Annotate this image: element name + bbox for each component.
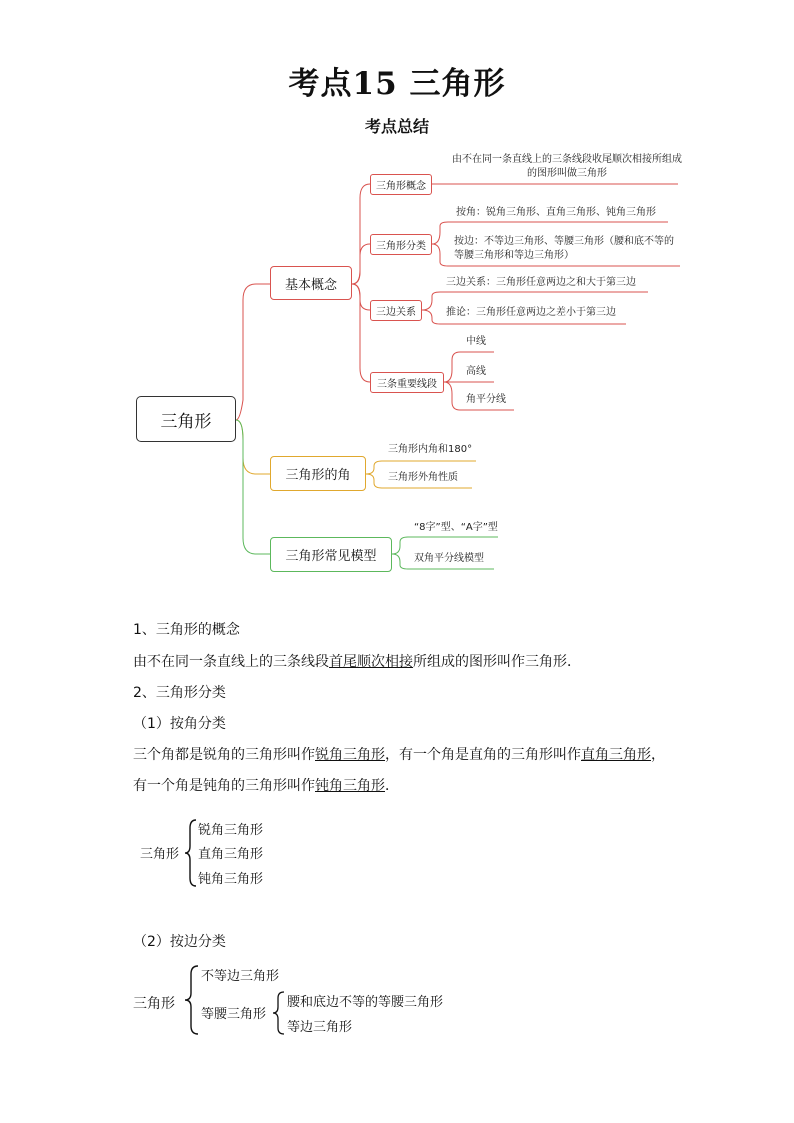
- node-important-lines: 三条重要线段: [370, 372, 444, 393]
- section2-1-line2: [133, 775, 399, 795]
- section2-title: 2、三角形分类: [133, 685, 226, 701]
- s21-l1-right: 直角三角形: [581, 747, 651, 763]
- mindmap-root: 三角形: [136, 396, 236, 442]
- leaf-median: 中线: [466, 336, 486, 347]
- node-side-relation: 三边关系: [370, 300, 422, 321]
- side-class-isosceles-non-equilateral: 腰和底边不等的等腰三角形: [287, 995, 444, 1010]
- node-triangle-concept: 三角形概念: [370, 174, 432, 195]
- branch-basic-concept: 基本概念: [270, 266, 352, 300]
- side-class-isosceles: 等腰三角形: [201, 1007, 267, 1022]
- section1-text-b: 所组成的图形叫作三角形．: [413, 654, 581, 670]
- connector-basic-classify: [352, 244, 370, 284]
- s21-l2-obtuse: 钝角三角形: [315, 778, 385, 794]
- side-class-equilateral: 等边三角形: [287, 1020, 353, 1035]
- s21-l1-c: ，: [651, 747, 665, 763]
- leaf-altitude: 高线: [466, 366, 486, 377]
- angle-class-brace: [184, 818, 198, 888]
- leaf-concept-definition: 由不在同一条直线上的三条线段收尾顺次相接所组成的图形叫做三角形: [452, 154, 682, 179]
- s21-l2-a: 有一个角是钝角的三角形叫作: [133, 778, 315, 794]
- side-class-brace: [184, 964, 200, 1036]
- section2-1-line1: [133, 744, 665, 764]
- angle-class-acute: 锐角三角形: [198, 823, 264, 838]
- section1-text-a: 由不在同一条直线上的三条线段: [133, 654, 329, 670]
- connector-basic-lines: [352, 284, 370, 382]
- leaf-interior-angle-sum: 三角形内角和180°: [388, 444, 473, 455]
- connector-root-basic: [236, 284, 270, 420]
- page-title: 考点15 三角形: [288, 66, 506, 102]
- section1-text-underlined: 首尾顺次相接: [329, 654, 413, 670]
- connector-root-angle: [236, 420, 270, 474]
- s21-l1-acute: 锐角三角形: [315, 747, 385, 763]
- leaf-exterior-angle: 三角形外角性质: [388, 472, 458, 483]
- leaf-classify-by-angle: 按角：锐角三角形、直角三角形、钝角三角形: [456, 207, 656, 218]
- side-class-root: 三角形: [133, 996, 175, 1012]
- page-subtitle: 考点总结: [364, 117, 429, 136]
- leaf-side-relation: 三边关系：三角形任意两边之和大于第三边: [446, 277, 636, 288]
- leaf-8-a-model: “8字”型、“A字”型: [414, 522, 498, 533]
- side-class-sub-brace: [272, 990, 286, 1036]
- connector-basic-sides: [352, 284, 370, 310]
- node-triangle-classify: 三角形分类: [370, 234, 432, 255]
- section1-title: 1、三角形的概念: [133, 622, 240, 638]
- leaf-double-bisector-model: 双角平分线模型: [414, 553, 484, 564]
- leaf-side-corollary: 推论：三角形任意两边之差小于第三边: [446, 307, 616, 318]
- s21-l2-b: ．: [385, 778, 399, 794]
- leaf-classify-by-side: 按边：不等边三角形、等腰三角形（腰和底不等的等腰三角形和等边三角形）: [454, 236, 674, 261]
- section2-2-title: （2）按边分类: [133, 934, 226, 950]
- s21-l1-a: 三个角都是锐角的三角形叫作: [133, 747, 315, 763]
- section1-text: [133, 651, 581, 671]
- connector-root-model: [236, 420, 270, 554]
- side-class-scalene: 不等边三角形: [201, 969, 280, 984]
- connector-basic-concept: [352, 184, 370, 284]
- angle-class-right: 直角三角形: [198, 847, 264, 862]
- branch-common-models: 三角形常见模型: [270, 537, 392, 572]
- angle-class-obtuse: 钝角三角形: [198, 872, 264, 887]
- angle-class-root: 三角形: [140, 847, 180, 862]
- s21-l1-b: ，有一个角是直角的三角形叫作: [385, 747, 581, 763]
- branch-triangle-angle: 三角形的角: [270, 456, 366, 491]
- leaf-angle-bisector: 角平分线: [466, 394, 506, 405]
- section2-1-title: （1）按角分类: [133, 716, 226, 732]
